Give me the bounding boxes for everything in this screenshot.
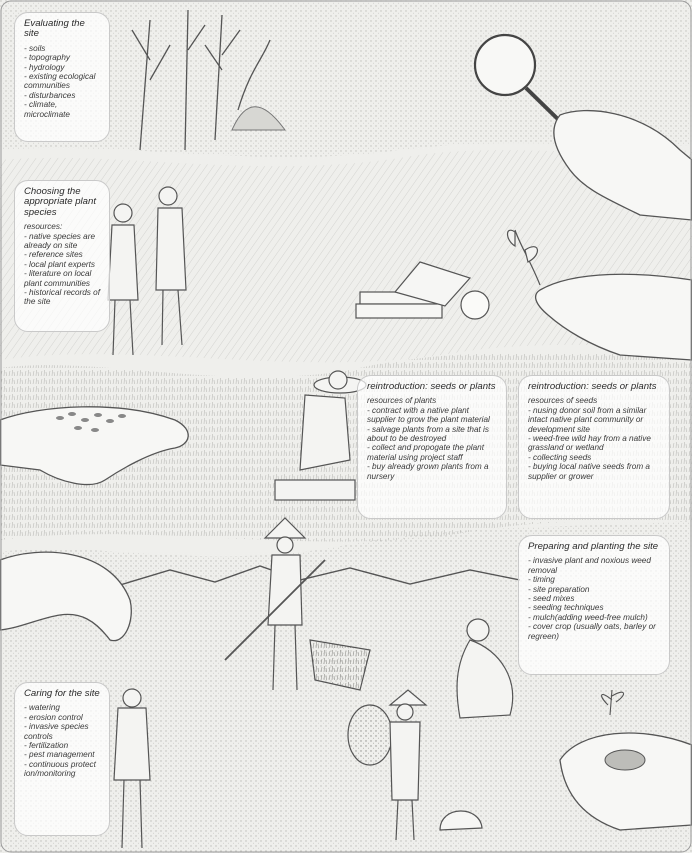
box-list — [528, 406, 660, 481]
box-title: Evaluating the site — [24, 18, 85, 40]
list-item: - erosion control — [24, 713, 100, 722]
list-item: - cover crop (usually oats, barley or regreen) — [528, 622, 660, 641]
list-item: - historical records of the site — [24, 288, 100, 307]
preparing-planting-box — [518, 535, 670, 675]
box-subtitle: resources: — [24, 222, 63, 232]
list-item: - literature on local plant communities — [24, 269, 100, 288]
list-item: - salvage plants from a site that is about to be destroyed — [367, 425, 497, 444]
box-subtitle: resources of seeds — [528, 396, 598, 406]
choosing-species-box — [14, 180, 110, 332]
list-item: - continuous protect ion/monitoring — [24, 760, 100, 779]
list-item: - timing — [528, 575, 660, 584]
box-title: reintroduction: seeds or plants — [528, 381, 657, 392]
list-item: - fertilization — [24, 741, 100, 750]
list-item: - collecting seeds — [528, 453, 660, 462]
box-title: Caring for the site — [24, 688, 100, 699]
box-title: reintroduction: seeds or plants — [367, 381, 496, 392]
box-list — [24, 232, 100, 307]
list-item: - climate, microclimate — [24, 100, 100, 119]
box-title: Preparing and planting the site — [528, 541, 659, 552]
list-item: - topography — [24, 53, 100, 62]
list-item: - reference sites — [24, 250, 100, 259]
list-item: - hydrology — [24, 63, 100, 72]
evaluating-site-box — [14, 12, 110, 142]
list-item: - invasive species controls — [24, 722, 100, 741]
list-item: - local plant experts — [24, 260, 100, 269]
list-item: - collect and propogate the plant material using project staff — [367, 443, 497, 462]
box-list — [528, 556, 660, 641]
list-item: - seed mixes — [528, 594, 660, 603]
list-item: - contract with a native plant supplier to grow the plant material — [367, 406, 497, 425]
list-item: - pest management — [24, 750, 100, 759]
box-list — [367, 406, 497, 481]
caring-site-box — [14, 682, 110, 836]
list-item: - existing ecological communities — [24, 72, 100, 91]
list-item: - soils — [24, 44, 100, 53]
box-subtitle: resources of plants — [367, 396, 437, 406]
list-item: - native species are already on site — [24, 232, 100, 251]
list-item: - weed-free wild hay from a native grassland or wetland — [528, 434, 660, 453]
list-item: - mulch(adding weed-free mulch) — [528, 613, 660, 622]
box-list — [24, 703, 100, 778]
reintroduction-seeds-box — [518, 375, 670, 519]
list-item: - buy already grown plants from a nursery — [367, 462, 497, 481]
box-list — [24, 44, 100, 119]
soil-clump — [605, 750, 645, 770]
list-item: - buying local native seeds from a supplier or grower — [528, 462, 660, 481]
list-item: - watering — [24, 703, 100, 712]
list-item: - seeding techniques — [528, 603, 660, 612]
list-item: - disturbances — [24, 91, 100, 100]
list-item: - invasive plant and noxious weed removal — [528, 556, 660, 575]
list-item: - site preparation — [528, 585, 660, 594]
list-item: - nusing donor soil from a similar intact native plant community or development site — [528, 406, 660, 434]
box-title: Choosing the appropriate plant species — [24, 186, 97, 218]
reintroduction-plants-box — [357, 375, 507, 519]
